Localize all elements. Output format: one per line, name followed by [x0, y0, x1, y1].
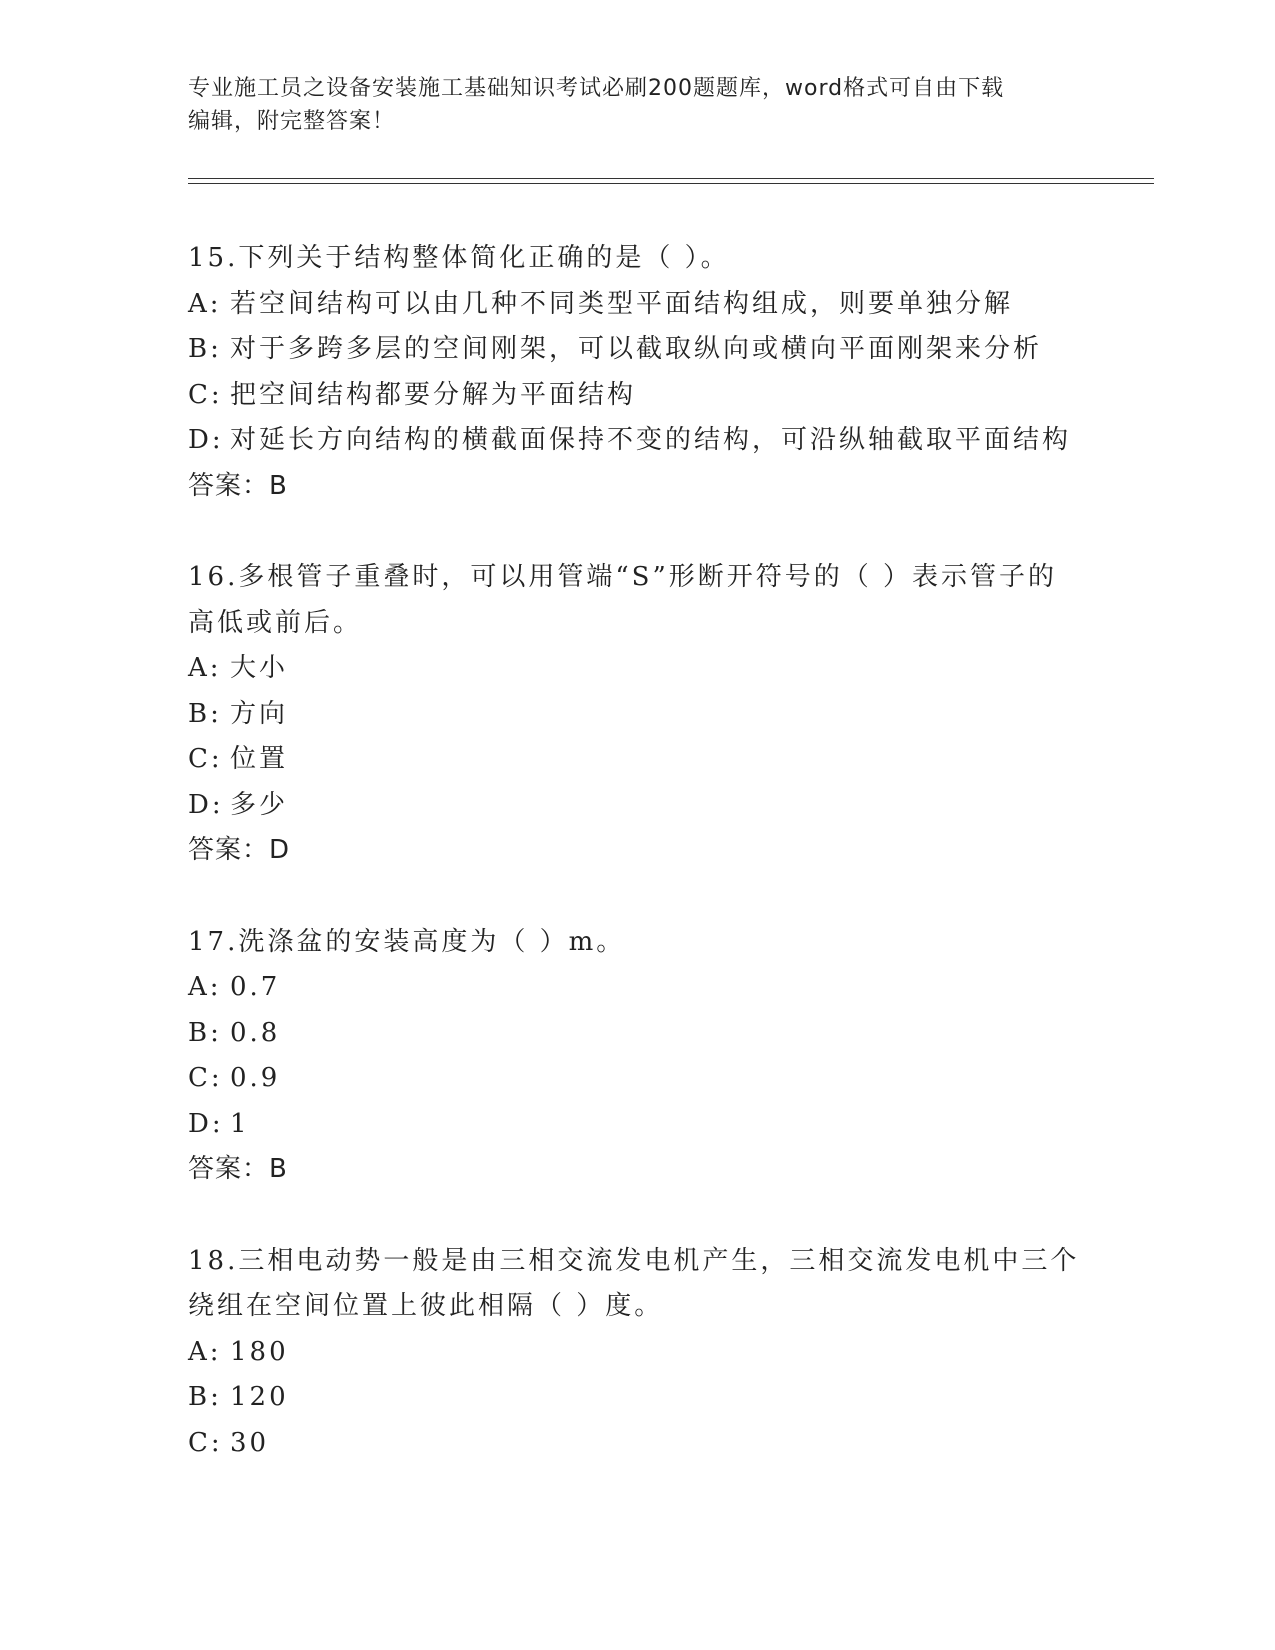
option-text: 大小: [230, 653, 289, 683]
question-stem: 15.下列关于结构整体简化正确的是（ ）。: [188, 243, 730, 273]
option-key: B:: [188, 698, 222, 729]
option-text: 若空间结构可以由几种不同类型平面结构组成，则要单独分解: [230, 288, 1014, 319]
option-c: [188, 737, 1088, 783]
document-header: [188, 72, 1088, 138]
option-text: 把空间结构都要分解为平面结构: [230, 379, 637, 410]
option-text: 对于多跨多层的空间刚架，可以截取纵向或横向平面刚架来分析: [230, 334, 1043, 364]
option-d: [188, 418, 1088, 464]
option-key: B:: [188, 334, 222, 364]
option-key: B:: [188, 1382, 222, 1412]
option-d: [188, 1102, 1088, 1148]
question-stem-continued: 绕组在空间位置上彼此相隔（ ）度。: [188, 1291, 664, 1321]
question-17: [188, 920, 1088, 1193]
answer-line: 答案：B: [188, 470, 288, 501]
option-b: [188, 1011, 1088, 1057]
option-text: 对延长方向结构的横截面保持不变的结构，可沿纵轴截取平面结构: [230, 425, 1072, 455]
option-d: [188, 783, 1088, 829]
question-stem: 16.多根管子重叠时，可以用管端“S”形断开符号的（ ）表示管子的: [188, 562, 1058, 592]
option-text: 0.9: [230, 1063, 281, 1093]
option-key: A:: [188, 1336, 222, 1367]
question-list: [188, 236, 1088, 1512]
option-c: [188, 1056, 1088, 1102]
option-key: A:: [188, 653, 222, 683]
answer-line: 答案：B: [188, 1154, 288, 1184]
option-key: C:: [188, 1427, 223, 1458]
question-15: [188, 236, 1088, 509]
option-key: D:: [188, 425, 224, 455]
option-a: [188, 965, 1088, 1011]
option-c: [188, 1421, 1088, 1467]
option-a: [188, 646, 1088, 692]
option-text: 多少: [230, 789, 289, 820]
option-b: [188, 327, 1088, 373]
option-c: [188, 373, 1088, 419]
option-key: A:: [188, 288, 222, 319]
option-key: D:: [188, 789, 224, 820]
question-18: [188, 1239, 1088, 1467]
option-key: C:: [188, 1063, 223, 1093]
option-a: [188, 282, 1088, 328]
option-text: 方向: [230, 698, 289, 729]
question-stem: 17.洗涤盆的安装高度为（ ）m。: [188, 926, 626, 957]
question-16: [188, 555, 1088, 874]
option-key: B:: [188, 1017, 222, 1048]
option-key: C:: [188, 744, 223, 774]
option-key: D:: [188, 1108, 224, 1139]
option-b: [188, 1375, 1088, 1421]
option-text: 180: [230, 1336, 289, 1367]
header-divider-bottom: [188, 183, 1154, 184]
header-divider-top: [188, 178, 1154, 179]
option-text: 30: [230, 1427, 270, 1458]
option-a: [188, 1330, 1088, 1376]
option-text: 0.8: [230, 1017, 281, 1048]
option-text: 位置: [230, 744, 289, 774]
header-line-2: 编辑，附完整答案！: [188, 109, 396, 134]
answer-line: 答案：D: [188, 835, 291, 865]
option-key: C:: [188, 379, 223, 410]
question-stem: 18.三相电动势一般是由三相交流发电机产生，三相交流发电机中三个: [188, 1245, 1080, 1276]
option-b: [188, 692, 1088, 738]
option-text: 120: [230, 1382, 289, 1412]
header-line-1: 专业施工员之设备安装施工基础知识考试必刷200题题库，word格式可自由下载: [188, 76, 1005, 101]
option-key: A:: [188, 972, 222, 1002]
option-text: 0.7: [230, 972, 281, 1002]
question-stem-continued: 高低或前后。: [188, 607, 363, 638]
option-text: 1: [230, 1108, 250, 1139]
